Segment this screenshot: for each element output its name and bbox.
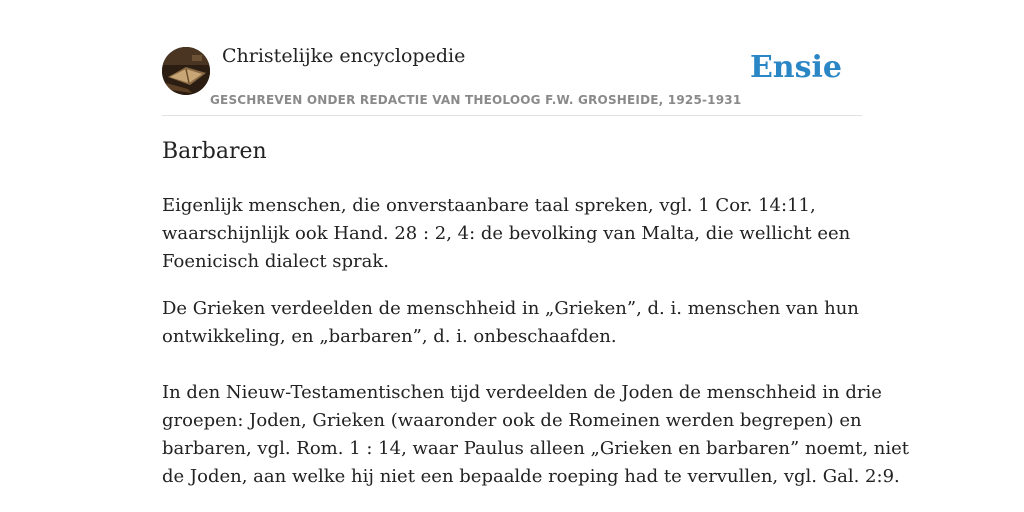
text-line: Eigenlijk menschen, die onverstaanbare taal spreken, vgl. 1 Cor. 14:11, (162, 195, 816, 216)
book-photo-icon[interactable] (162, 47, 210, 95)
brand-logo[interactable]: Ensie (749, 50, 842, 85)
article-paragraph (162, 379, 910, 491)
text-line: barbaren, vgl. Rom. 1 : 14, waar Paulus alleen „Grieken en barbaren” noemt, niet (162, 438, 910, 459)
text-line: de Joden, aan welke hij niet een bepaalde roeping had te vervullen, vgl. Gal. 2:9. (162, 466, 900, 487)
article-paragraph (162, 192, 862, 276)
header-divider (162, 115, 862, 116)
text-line: De Grieken verdeelden de menschheid in „Grieken”, d. i. menschen van hun (162, 298, 859, 319)
article-title: Barbaren (162, 139, 267, 164)
text-line: ontwikkeling, en „barbaren”, d. i. onbeschaafden. (162, 326, 617, 347)
source-title[interactable]: Christelijke encyclopedie (222, 45, 466, 67)
source-subtitle: GESCHREVEN ONDER REDACTIE VAN THEOLOOG F.W. GROSHEIDE, 1925-1931 (210, 93, 742, 107)
text-line: Foenicisch dialect sprak. (162, 251, 389, 272)
article-body (162, 192, 910, 491)
article-paragraph (162, 295, 862, 351)
text-line: groepen: Joden, Grieken (waaronder ook de Romeinen werden begrepen) en (162, 410, 862, 431)
text-line: In den Nieuw-Testamentischen tijd verdeelden de Joden de menschheid in drie (162, 382, 882, 403)
text-line: waarschijnlijk ook Hand. 28 : 2, 4: de bevolking van Malta, die wellicht een (162, 223, 851, 244)
